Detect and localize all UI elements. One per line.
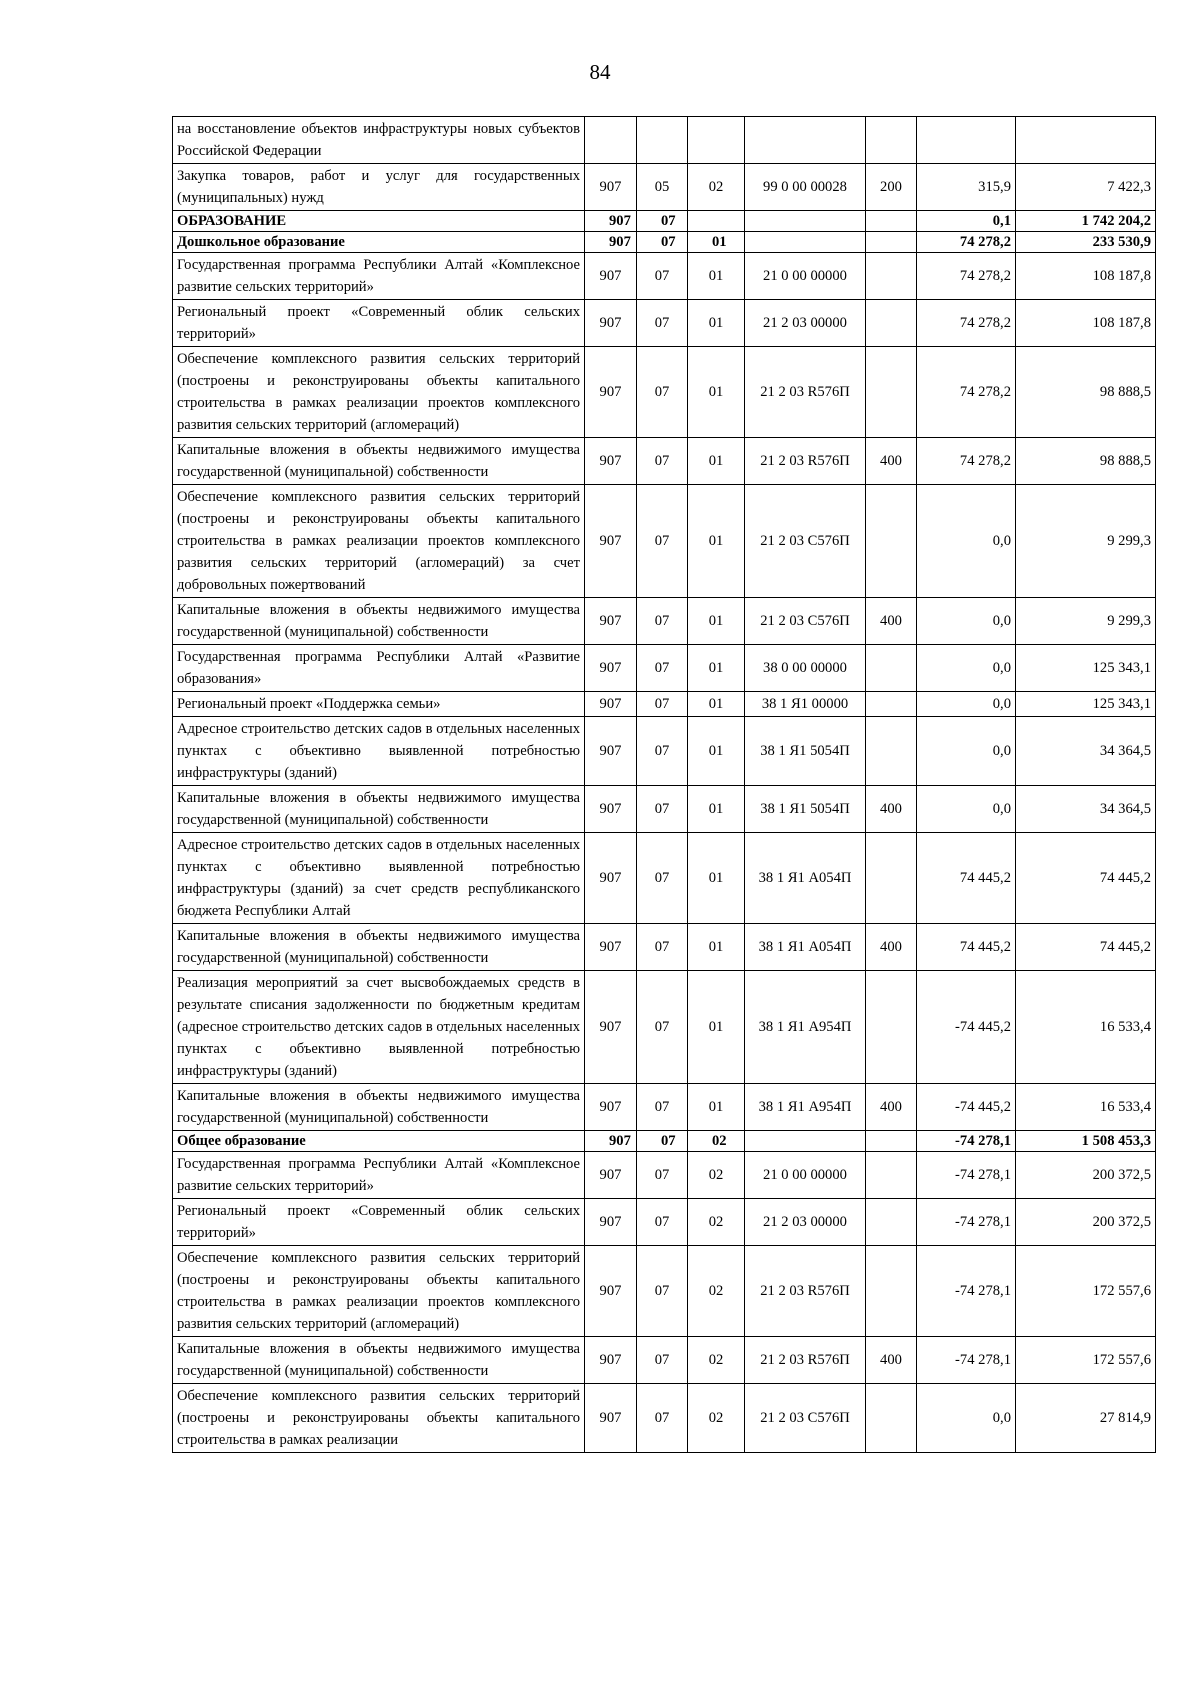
row-description: Региональный проект «Современный облик сельских территорий» <box>173 300 585 347</box>
row-total-amount: 34 364,5 <box>1016 786 1156 833</box>
row-section-code: 07 <box>637 924 688 971</box>
row-expense-type <box>866 347 917 438</box>
row-section-code: 07 <box>637 971 688 1084</box>
row-description: Адресное строительство детских садов в отдельных населенных пунктах с объективно выявленной потребностью инфраструктуры (зданий) <box>173 717 585 786</box>
row-ministry-code: 907 <box>585 300 637 347</box>
row-ministry-code: 907 <box>585 833 637 924</box>
row-expense-type <box>866 211 917 232</box>
row-subsection-code: 01 <box>688 232 745 253</box>
row-subsection-code <box>688 117 745 164</box>
row-subsection-code: 01 <box>688 598 745 645</box>
row-total-amount: 16 533,4 <box>1016 971 1156 1084</box>
row-subsection-code: 02 <box>688 1384 745 1453</box>
row-change-amount: -74 278,1 <box>917 1199 1016 1246</box>
row-section-code: 07 <box>637 645 688 692</box>
row-description: Адресное строительство детских садов в отдельных населенных пунктах с объективно выявленной потребностью инфраструктуры (зданий) за счет средств республиканского бюджета Республики Алтай <box>173 833 585 924</box>
row-subsection-code: 02 <box>688 1337 745 1384</box>
row-total-amount: 74 445,2 <box>1016 924 1156 971</box>
row-change-amount: 0,0 <box>917 786 1016 833</box>
row-subsection-code: 01 <box>688 717 745 786</box>
row-change-amount: 0,0 <box>917 598 1016 645</box>
row-description: Капитальные вложения в объекты недвижимого имущества государственной (муниципальной) собственности <box>173 1084 585 1131</box>
row-section-code: 07 <box>637 692 688 717</box>
row-expense-type <box>866 117 917 164</box>
budget-table-body <box>173 117 1156 1453</box>
row-description: Государственная программа Республики Алтай «Комплексное развитие сельских территорий» <box>173 1152 585 1199</box>
row-expense-type <box>866 232 917 253</box>
row-expense-type <box>866 1246 917 1337</box>
row-expense-type: 400 <box>866 1337 917 1384</box>
table-row <box>173 598 1156 645</box>
row-ministry-code: 907 <box>585 485 637 598</box>
row-ministry-code: 907 <box>585 1384 637 1453</box>
row-target-article: 38 1 Я1 А054П <box>745 924 866 971</box>
row-change-amount: 74 278,2 <box>917 300 1016 347</box>
row-change-amount: -74 278,1 <box>917 1131 1016 1152</box>
row-expense-type: 200 <box>866 164 917 211</box>
table-row <box>173 232 1156 253</box>
table-row <box>173 1246 1156 1337</box>
row-total-amount: 74 445,2 <box>1016 833 1156 924</box>
row-total-amount: 9 299,3 <box>1016 485 1156 598</box>
row-target-article <box>745 211 866 232</box>
row-ministry-code: 907 <box>585 598 637 645</box>
row-section-code: 07 <box>637 253 688 300</box>
row-section-code: 07 <box>637 1199 688 1246</box>
row-description: Капитальные вложения в объекты недвижимого имущества государственной (муниципальной) собственности <box>173 1337 585 1384</box>
row-ministry-code: 907 <box>585 717 637 786</box>
row-target-article: 21 2 03 R576П <box>745 1246 866 1337</box>
row-expense-type <box>866 253 917 300</box>
row-target-article <box>745 117 866 164</box>
row-expense-type <box>866 717 917 786</box>
row-section-code: 07 <box>637 1246 688 1337</box>
row-subsection-code: 02 <box>688 164 745 211</box>
row-ministry-code <box>585 117 637 164</box>
row-change-amount: 0,0 <box>917 485 1016 598</box>
row-ministry-code: 907 <box>585 1084 637 1131</box>
row-total-amount: 16 533,4 <box>1016 1084 1156 1131</box>
row-total-amount: 98 888,5 <box>1016 347 1156 438</box>
row-ministry-code: 907 <box>585 924 637 971</box>
budget-table <box>172 116 1156 1453</box>
table-row <box>173 971 1156 1084</box>
row-subsection-code <box>688 211 745 232</box>
row-description: Региональный проект «Поддержка семьи» <box>173 692 585 717</box>
row-subsection-code: 02 <box>688 1152 745 1199</box>
row-change-amount: 74 278,2 <box>917 232 1016 253</box>
table-row <box>173 692 1156 717</box>
row-total-amount: 172 557,6 <box>1016 1246 1156 1337</box>
row-total-amount: 27 814,9 <box>1016 1384 1156 1453</box>
row-total-amount: 108 187,8 <box>1016 300 1156 347</box>
row-description: Дошкольное образование <box>173 232 585 253</box>
row-ministry-code: 907 <box>585 438 637 485</box>
row-description: на восстановление объектов инфраструктуры новых субъектов Российской Федерации <box>173 117 585 164</box>
row-subsection-code: 02 <box>688 1246 745 1337</box>
row-change-amount: -74 445,2 <box>917 971 1016 1084</box>
row-subsection-code: 01 <box>688 1084 745 1131</box>
row-expense-type <box>866 1199 917 1246</box>
row-description: Общее образование <box>173 1131 585 1152</box>
row-target-article: 21 2 03 C576П <box>745 485 866 598</box>
row-subsection-code: 01 <box>688 786 745 833</box>
row-total-amount: 172 557,6 <box>1016 1337 1156 1384</box>
row-expense-type: 400 <box>866 924 917 971</box>
row-expense-type <box>866 300 917 347</box>
row-ministry-code: 907 <box>585 164 637 211</box>
table-row <box>173 1084 1156 1131</box>
page-number: 84 <box>589 60 611 84</box>
row-total-amount: 98 888,5 <box>1016 438 1156 485</box>
row-ministry-code: 907 <box>585 232 637 253</box>
row-subsection-code: 01 <box>688 924 745 971</box>
row-description: Государственная программа Республики Алтай «Развитие образования» <box>173 645 585 692</box>
table-row <box>173 253 1156 300</box>
table-row <box>173 1152 1156 1199</box>
row-section-code: 07 <box>637 300 688 347</box>
table-row <box>173 1131 1156 1152</box>
row-expense-type <box>866 485 917 598</box>
table-row <box>173 717 1156 786</box>
row-target-article: 21 2 03 R576П <box>745 1337 866 1384</box>
row-total-amount: 125 343,1 <box>1016 692 1156 717</box>
row-description: Государственная программа Республики Алтай «Комплексное развитие сельских территорий» <box>173 253 585 300</box>
row-subsection-code: 01 <box>688 347 745 438</box>
row-section-code: 07 <box>637 833 688 924</box>
row-expense-type <box>866 1384 917 1453</box>
table-row <box>173 300 1156 347</box>
row-description: Обеспечение комплексного развития сельских территорий (построены и реконструированы объекты капитального строительства в рамках реализации проектов комплексного развития сельских территорий (агломераций) за счет добровольных пожертвований <box>173 485 585 598</box>
row-section-code <box>637 117 688 164</box>
table-row <box>173 117 1156 164</box>
row-total-amount: 233 530,9 <box>1016 232 1156 253</box>
row-expense-type <box>866 1152 917 1199</box>
row-section-code: 07 <box>637 438 688 485</box>
row-ministry-code: 907 <box>585 211 637 232</box>
row-total-amount: 34 364,5 <box>1016 717 1156 786</box>
row-target-article: 38 1 Я1 00000 <box>745 692 866 717</box>
row-total-amount: 200 372,5 <box>1016 1199 1156 1246</box>
row-section-code: 07 <box>637 1084 688 1131</box>
row-expense-type: 400 <box>866 438 917 485</box>
row-section-code: 07 <box>637 1152 688 1199</box>
row-change-amount <box>917 117 1016 164</box>
row-change-amount: -74 278,1 <box>917 1337 1016 1384</box>
row-expense-type: 400 <box>866 1084 917 1131</box>
row-target-article: 21 2 03 R576П <box>745 438 866 485</box>
row-expense-type <box>866 971 917 1084</box>
row-expense-type: 400 <box>866 598 917 645</box>
row-section-code: 07 <box>637 485 688 598</box>
row-change-amount: -74 445,2 <box>917 1084 1016 1131</box>
row-subsection-code: 02 <box>688 1131 745 1152</box>
row-total-amount: 9 299,3 <box>1016 598 1156 645</box>
row-description: Капитальные вложения в объекты недвижимого имущества государственной (муниципальной) собственности <box>173 438 585 485</box>
row-ministry-code: 907 <box>585 645 637 692</box>
row-total-amount: 200 372,5 <box>1016 1152 1156 1199</box>
row-target-article: 38 1 Я1 5054П <box>745 717 866 786</box>
row-change-amount: 0,0 <box>917 645 1016 692</box>
row-section-code: 07 <box>637 1384 688 1453</box>
row-expense-type <box>866 645 917 692</box>
table-row <box>173 485 1156 598</box>
table-row <box>173 1199 1156 1246</box>
row-subsection-code: 01 <box>688 692 745 717</box>
row-description: Капитальные вложения в объекты недвижимого имущества государственной (муниципальной) собственности <box>173 786 585 833</box>
row-section-code: 05 <box>637 164 688 211</box>
row-target-article: 21 2 03 00000 <box>745 1199 866 1246</box>
row-ministry-code: 907 <box>585 786 637 833</box>
row-target-article: 21 2 03 00000 <box>745 300 866 347</box>
row-target-article: 21 0 00 00000 <box>745 253 866 300</box>
row-total-amount: 7 422,3 <box>1016 164 1156 211</box>
row-subsection-code: 01 <box>688 438 745 485</box>
row-ministry-code: 907 <box>585 1246 637 1337</box>
row-description: Обеспечение комплексного развития сельских территорий (построены и реконструированы объекты капитального строительства в рамках реализации проектов комплексного развития сельских территорий (агломераций) <box>173 347 585 438</box>
row-description: Закупка товаров, работ и услуг для государственных (муниципальных) нужд <box>173 164 585 211</box>
row-ministry-code: 907 <box>585 1337 637 1384</box>
row-ministry-code: 907 <box>585 692 637 717</box>
row-target-article: 21 2 03 C576П <box>745 598 866 645</box>
row-target-article: 38 0 00 00000 <box>745 645 866 692</box>
row-description: Региональный проект «Современный облик сельских территорий» <box>173 1199 585 1246</box>
table-row <box>173 786 1156 833</box>
table-row <box>173 833 1156 924</box>
row-total-amount: 125 343,1 <box>1016 645 1156 692</box>
row-section-code: 07 <box>637 1337 688 1384</box>
row-expense-type: 400 <box>866 786 917 833</box>
row-target-article: 21 2 03 C576П <box>745 1384 866 1453</box>
row-ministry-code: 907 <box>585 253 637 300</box>
row-change-amount: 0,1 <box>917 211 1016 232</box>
row-section-code: 07 <box>637 786 688 833</box>
row-change-amount: 315,9 <box>917 164 1016 211</box>
row-description: ОБРАЗОВАНИЕ <box>173 211 585 232</box>
row-ministry-code: 907 <box>585 1199 637 1246</box>
row-description: Капитальные вложения в объекты недвижимого имущества государственной (муниципальной) собственности <box>173 924 585 971</box>
row-description: Реализация мероприятий за счет высвобождаемых средств в результате списания задолженности по бюджетным кредитам (адресное строительство детских садов в отдельных населенных пунктах с объективно выявленной потребностью инфраструктуры (зданий) <box>173 971 585 1084</box>
row-section-code: 07 <box>637 598 688 645</box>
row-ministry-code: 907 <box>585 1131 637 1152</box>
row-change-amount: 0,0 <box>917 1384 1016 1453</box>
row-target-article: 21 0 00 00000 <box>745 1152 866 1199</box>
row-change-amount: 0,0 <box>917 717 1016 786</box>
table-row <box>173 924 1156 971</box>
row-section-code: 07 <box>637 211 688 232</box>
row-change-amount: -74 278,1 <box>917 1246 1016 1337</box>
row-section-code: 07 <box>637 717 688 786</box>
row-total-amount: 1 742 204,2 <box>1016 211 1156 232</box>
row-subsection-code: 01 <box>688 971 745 1084</box>
row-subsection-code: 01 <box>688 300 745 347</box>
row-target-article: 21 2 03 R576П <box>745 347 866 438</box>
row-target-article: 38 1 Я1 А054П <box>745 833 866 924</box>
row-ministry-code: 907 <box>585 1152 637 1199</box>
row-target-article <box>745 232 866 253</box>
row-target-article <box>745 1131 866 1152</box>
row-target-article: 99 0 00 00028 <box>745 164 866 211</box>
row-description: Капитальные вложения в объекты недвижимого имущества государственной (муниципальной) собственности <box>173 598 585 645</box>
row-section-code: 07 <box>637 232 688 253</box>
table-row <box>173 164 1156 211</box>
row-total-amount: 1 508 453,3 <box>1016 1131 1156 1152</box>
table-row <box>173 347 1156 438</box>
row-change-amount: 74 278,2 <box>917 438 1016 485</box>
row-subsection-code: 01 <box>688 253 745 300</box>
row-ministry-code: 907 <box>585 971 637 1084</box>
table-row <box>173 438 1156 485</box>
table-row <box>173 211 1156 232</box>
row-total-amount <box>1016 117 1156 164</box>
row-subsection-code: 02 <box>688 1199 745 1246</box>
row-ministry-code: 907 <box>585 347 637 438</box>
row-change-amount: 74 445,2 <box>917 924 1016 971</box>
row-change-amount: 74 278,2 <box>917 253 1016 300</box>
row-expense-type <box>866 1131 917 1152</box>
row-subsection-code: 01 <box>688 833 745 924</box>
row-total-amount: 108 187,8 <box>1016 253 1156 300</box>
row-section-code: 07 <box>637 1131 688 1152</box>
row-change-amount: -74 278,1 <box>917 1152 1016 1199</box>
row-subsection-code: 01 <box>688 485 745 598</box>
row-description: Обеспечение комплексного развития сельских территорий (построены и реконструированы объекты капитального строительства в рамках реализации проектов комплексного развития сельских территорий (агломераций) <box>173 1246 585 1337</box>
row-description: Обеспечение комплексного развития сельских территорий (построены и реконструированы объекты капитального строительства в рамках реализации <box>173 1384 585 1453</box>
row-section-code: 07 <box>637 347 688 438</box>
row-target-article: 38 1 Я1 А954П <box>745 971 866 1084</box>
row-subsection-code: 01 <box>688 645 745 692</box>
row-expense-type <box>866 692 917 717</box>
row-target-article: 38 1 Я1 А954П <box>745 1084 866 1131</box>
table-row <box>173 1384 1156 1453</box>
row-change-amount: 74 445,2 <box>917 833 1016 924</box>
row-target-article: 38 1 Я1 5054П <box>745 786 866 833</box>
table-row <box>173 645 1156 692</box>
row-change-amount: 0,0 <box>917 692 1016 717</box>
table-row <box>173 1337 1156 1384</box>
row-change-amount: 74 278,2 <box>917 347 1016 438</box>
row-expense-type <box>866 833 917 924</box>
